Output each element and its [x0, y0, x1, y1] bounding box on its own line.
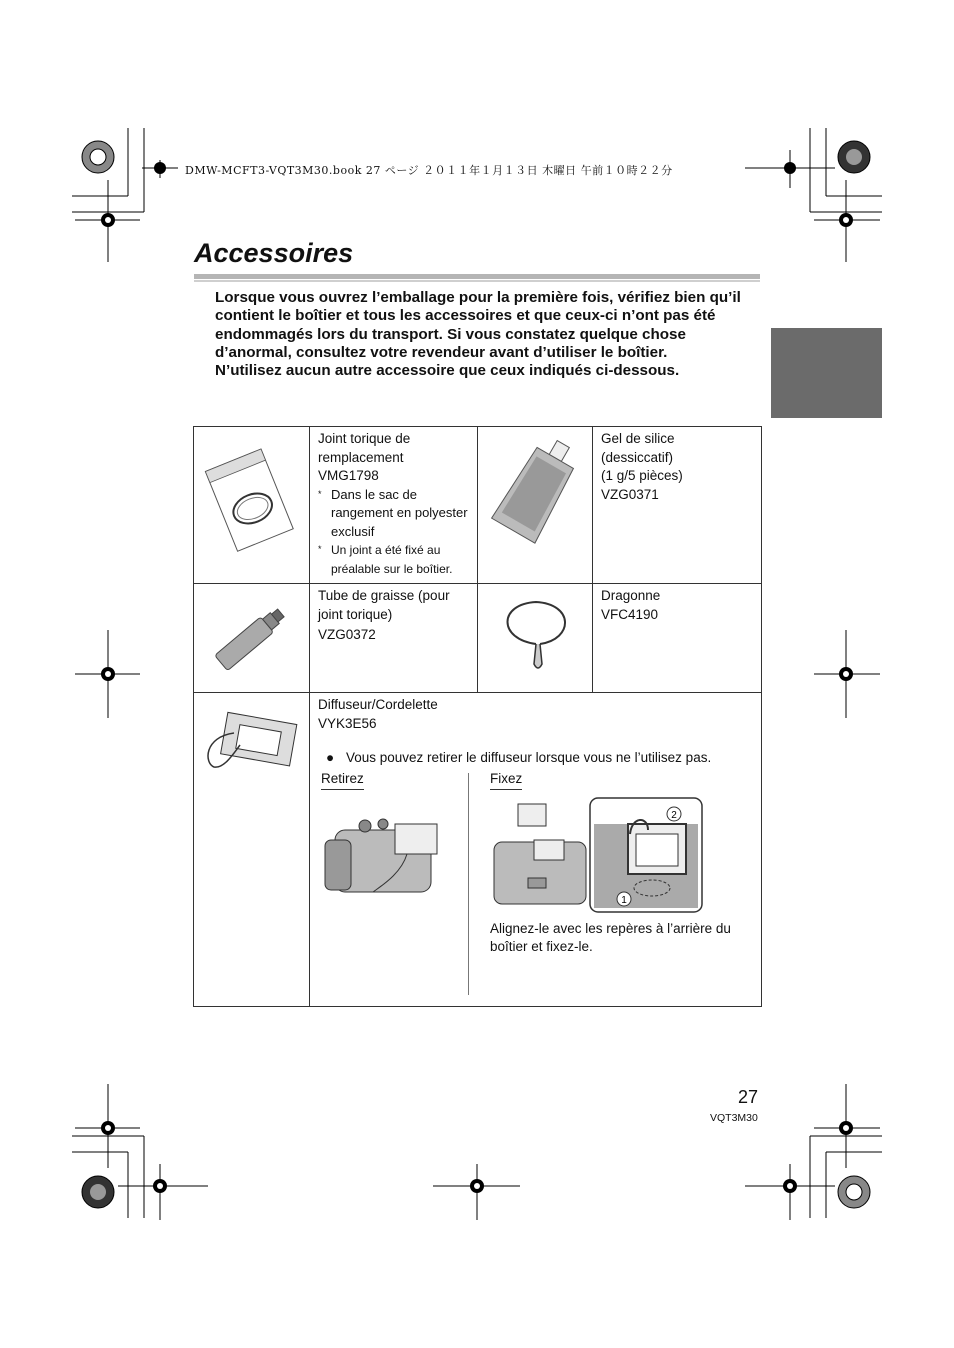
oring-note-2-text: Un joint a été fixé au préalable sur le boîtier.: [331, 543, 453, 576]
diffuser-image-cell: [194, 693, 310, 1007]
column-divider: [468, 773, 469, 995]
silica-gel-illustration: [478, 427, 591, 582]
remove-label: Retirez: [321, 770, 364, 790]
note-marker: *: [318, 544, 322, 554]
housing-attach-illustration: [490, 796, 710, 916]
oring-name-line1: Joint torique de: [318, 431, 411, 446]
bullet-marker: ●: [326, 750, 335, 765]
attach-label: Fixez: [490, 770, 522, 790]
diffuser-code: VYK3E56: [318, 715, 377, 731]
title-rule-secondary: [194, 280, 760, 282]
diffuser-description-cell: [310, 693, 762, 1007]
diffuser-illustration: [194, 693, 308, 803]
intro-paragraph-1: Lorsque vous ouvrez l’emballage pour la première fois, vérifiez bien qu’il contient le boîtier et tous les accessoires et que ceux-ci n’ont pas été endommagés lors du transport. Si vous constatez quelque chose d’anormal, consultez votre revendeur avant d’utiliser le boîtier.: [215, 289, 741, 361]
print-header: DMW-MCFT3-VQT3M30.book 27 ページ ２０１１年１月１３日 木曜日 午前１０時２２分: [185, 164, 673, 177]
attach-section: [490, 770, 752, 957]
grease-description-cell: [310, 584, 478, 693]
model-code: VQT3M30: [710, 1112, 758, 1124]
grease-tube-illustration: [194, 584, 308, 691]
silica-name-line1: Gel de silice: [601, 431, 675, 446]
strap-image-cell: [478, 584, 593, 693]
intro-text: [215, 289, 755, 380]
page-title: Accessoires: [194, 238, 354, 268]
oring-name-line2: remplacement: [318, 449, 404, 465]
silica-description-cell: [593, 427, 762, 584]
step-mark-2: 2: [671, 809, 677, 821]
page-number: 27: [738, 1087, 759, 1107]
oring-note-2: [318, 541, 469, 578]
strap-description-cell: [593, 584, 762, 693]
title-rule: [194, 274, 760, 279]
oring-description-cell: [310, 427, 478, 584]
oring-note-1: [318, 486, 469, 542]
section-tab: [771, 328, 882, 418]
diffuser-bullet: [318, 749, 753, 768]
diffuser-name: Diffuseur/Cordelette: [318, 697, 438, 712]
accessories-table: [193, 426, 762, 1007]
oring-code: VMG1798: [318, 468, 379, 483]
oring-note-1-text: Dans le sac de rangement en polyester exclusif: [331, 486, 468, 539]
oring-image-cell: [194, 427, 310, 584]
silica-quantity: (1 g/5 pièces): [601, 468, 683, 483]
oring-bag-illustration: [194, 427, 308, 582]
housing-remove-illustration: [321, 800, 451, 900]
note-marker: *: [318, 488, 322, 499]
silica-image-cell: [478, 427, 593, 584]
strap-illustration: [478, 584, 591, 691]
silica-name-line2: (dessiccatif): [601, 449, 674, 465]
strap-code: VFC4190: [601, 606, 659, 622]
grease-name: Tube de graisse (pour joint torique): [318, 588, 450, 622]
step-mark-1: 1: [621, 894, 627, 906]
strap-name: Dragonne: [601, 588, 661, 603]
intro-paragraph-2: N’utilisez aucun autre accessoire que ceux indiqués ci-dessous.: [215, 362, 680, 380]
remove-section: [321, 770, 451, 900]
diffuser-bullet-text: Vous pouvez retirer le diffuseur lorsque vous ne l’utilisez pas.: [346, 750, 712, 765]
silica-code: VZG0371: [601, 486, 659, 502]
attach-caption: Alignez-le avec les repères à l’arrière du boîtier et fixez-le.: [490, 920, 731, 954]
grease-image-cell: [194, 584, 310, 693]
grease-code: VZG0372: [318, 627, 376, 642]
